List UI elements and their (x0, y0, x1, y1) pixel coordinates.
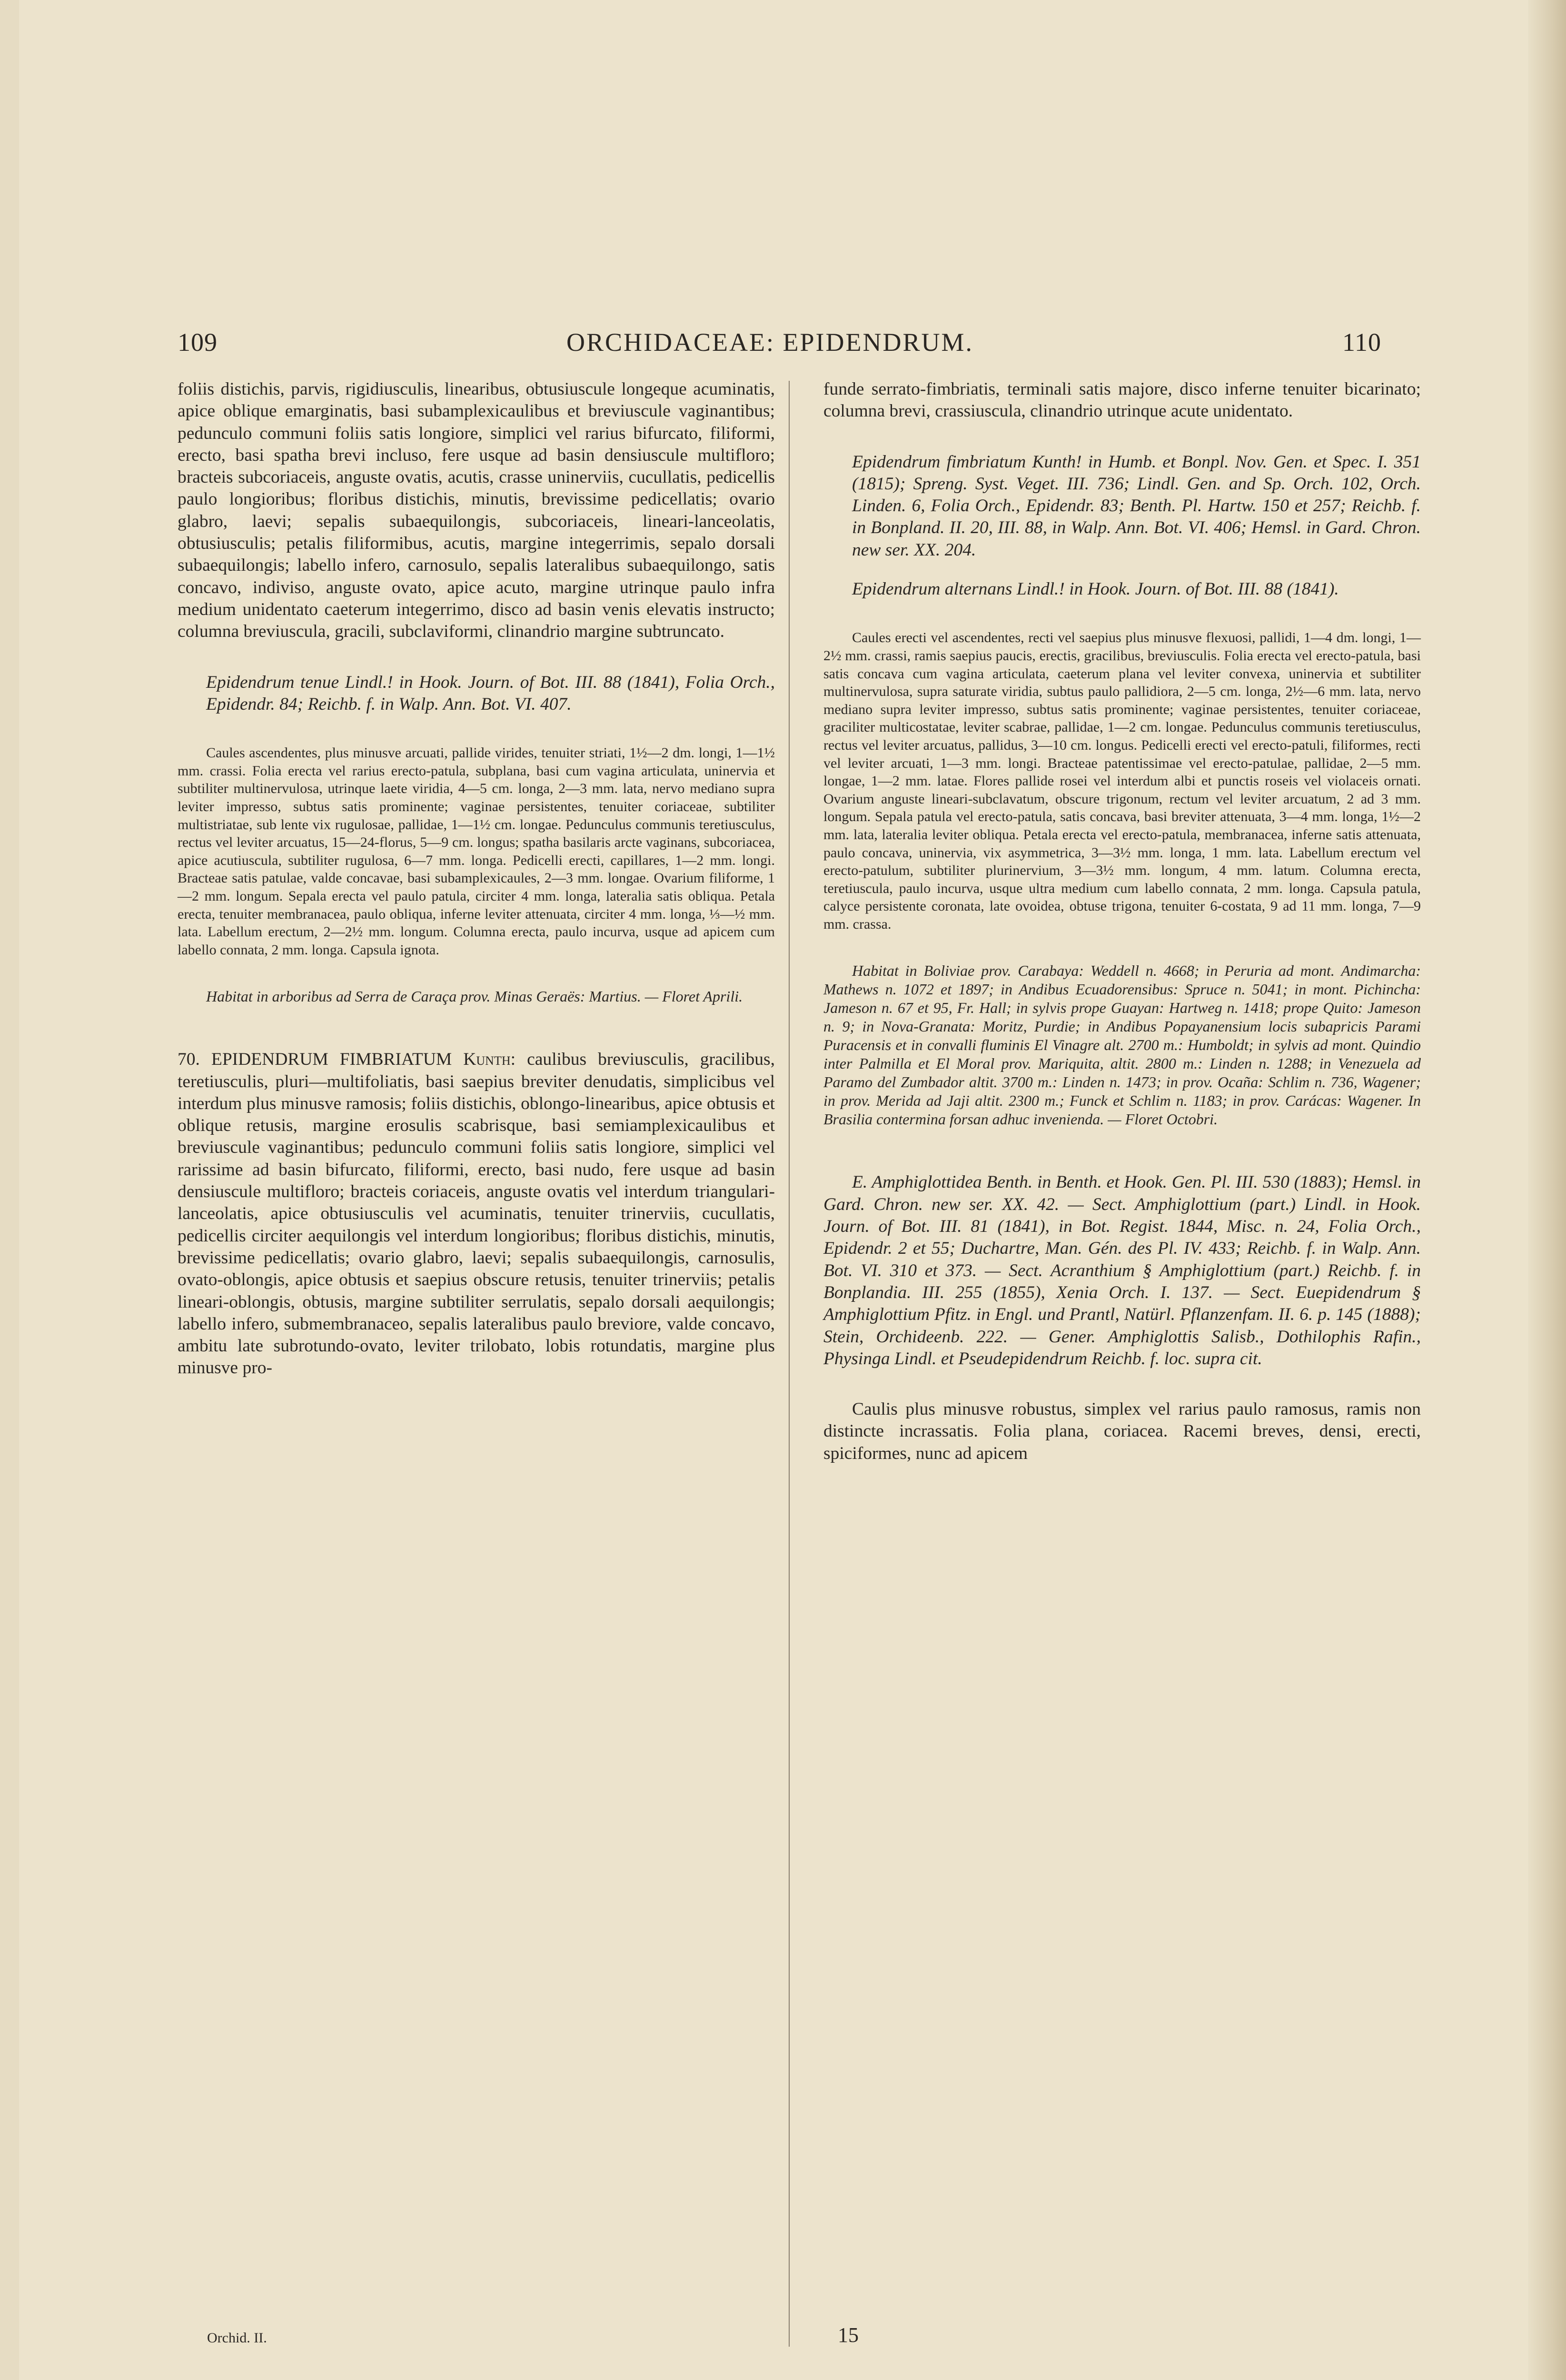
section-synonymy: E. Amphiglottidea Benth. in Benth. et Hook. Gen. Pl. III. 530 (1883); Hemsl. in Gard. Chron. new ser. XX. 42. — Sect. Amphiglottium (part.) Lindl. in Hook. Journ. of Bot. III. 81 (1841), in Bot. Regist. 1844, Misc. n. 24, Folia Orch., Epidendr. 2 et 55; Duchartre, Man. Gén. des Pl. IV. 433; Reichb. f. in Walp. Ann. Bot. VI. 310 et 373. — Sect. Acranthium § Amphiglottium (part.) Reichb. f. in Bonplandia. III. 255 (1855), Xenia Orch. I. 137. — Sect. Euepidendrum § Amphiglottium Pfitz. in Engl. und Prantl, Natürl. Pflanzenfam. II. 6. p. 145 (1888); Stein, Orchideenb. 222. — Gener. Amphiglottis Salisb., Dothilophis Rafin., Physinga Lindl. et Pseudepidendrum Reichb. f. loc. supra cit. (823, 1172, 1421, 1368)
section-description: Caulis plus minusve robustus, simplex vel rarius paulo ramosus, ramis non distincte incrassatis. Folia plana, coriacea. Racemi breves, densi, erecti, spiciformes, nunc ad apicem (823, 1399, 1421, 1463)
habitat-note: Habitat in arboribus ad Serra de Caraça prov. Minas Geraës: Martius. — Floret Aprili. (206, 988, 743, 1005)
running-title: ORCHIDACEAE: EPIDENDRUM. (566, 328, 973, 357)
species-description: caulibus breviusculis, gracilibus, teretiusculis, pluri—multifoliatis, basi saepius breviter denudatis, simplicibus vel interdum plus minusve ramosis; foliis distichis, oblongo-linearibus, apice obtusis et oblique retusis, margine erosulis scabrisque, basi semiamplexicaulibus et breviuscule vaginantibus; pedunculo communi foliis satis longiore, simplici vel rarissime ad basin bifurcato, filiformi, erecto, basi nudo, fere usque ad basin densiuscule multifloro; bracteis coriaceis, anguste ovatis vel interdum triangulari-lanceolatis, apice obtusiusculis vel acuminatis, tenuiter trinerviis, cucullatis, pedicellis circiter aequilongis vel interdum longioribus; floribus distichis, minutis, brevissime pedicellatis; ovario glabro, laevi; sepalis subaequilongis, carnosulis, ovato-oblongis, apice obtusis et saepius obscure retusis, tenuiter trinerviis; petalis lineari-oblongis, obtusis, margine subtiliter serrulatis, sepalo dorsali aequilongis; labello infero, submembranaceo, sepalis lateralibus paulo breviore, valde concavo, ambitu late subrotundo-ovato, leviter trilobato, lobis rotundatis, margine plus minusve pro- (178, 1050, 775, 1378)
detailed-description: Caules ascendentes, plus minusve arcuati, pallide virides, tenuiter striati, 1½—2 dm. longi, 1—1½ mm. crassi. Folia erecta vel rarius erecto-patula, subplana, basi cum vagina articulata, uninervia et subtiliter multinervulosa, utrinque laete viridia, 4—5 cm. longa, 2—3 mm. lata, nervo mediano supra leviter impresso, subtus satis prominente; vaginae persistentes, tenuiter coriaceae, subtiliter multistriatae, sub lente vix rugulosae, pallidae, 1—1½ cm. longae. Pedunculus communis teretiusculus, rectus vel leviter arcuatus, 15—24-florus, 5—9 cm. longus; spatha basilaris arcte vaginans, subcoriacea, apice acutiuscula, subtiliter rugulosa, 6—7 mm. longa. Pedicelli erecti, capillares, 1—2 mm. longi. Bracteae satis patulae, valde concavae, basi subamplexicaules, 2—3 mm. longae. Ovarium filiforme, 1—2 mm. longum. Sepala erecta vel paulo patula, circiter 4 mm. longa, lateralia satis obliqua. Petala erecta, tenuiter membranacea, paulo obliqua, inferne leviter attenuata, circiter 4 mm. longa, ⅓—½ mm. lata. Labellum erectum, 2—2½ mm. longum. Columna erecta, paulo incurva, usque ad apicem cum labello connata, 2 mm. longa. Capsula ignota. (178, 745, 775, 958)
references-fimbriatum: Epidendrum fimbriatum Kunth! in Humb. et Bonpl. Nov. Gen. et Spec. I. 351 (1815); Spreng. Syst. Veget. III. 736; Lindl. Gen. and Sp. Orch. 102, Orch. Linden. 6, Folia Orch., Epidendr. 83; Benth. Pl. Hartw. 150 et 257; Reichb. f. in Bonpland. II. 20, III. 88, in Walp. Ann. Bot. VI. 406; Hemsl. in Gard. Chron. new ser. XX. 204. (852, 452, 1421, 560)
page-fold (1528, 0, 1566, 2380)
left-column (178, 378, 775, 1379)
synonym-references: Epidendrum tenue Lindl.! in Hook. Journ. of Bot. III. 88 (1841), Folia Orch., Epidendr. 84; Reichb. f. in Walp. Ann. Bot. VI. 407. (206, 672, 775, 714)
species-entry (178, 1049, 775, 1379)
species-description-continued: foliis distichis, parvis, rigidiusculis, linearibus, obtusiuscule longeque acuminatis, apice oblique emarginatis, basi subamplexicaulibus et breviuscule vaginantibus; pedunculo communi foliis satis longiore, simplici vel rarius bifurcato, filiformi, erecto, basi spatha brevi incluso, fere usque ad basin densiuscule multifloro; bracteis subcoriaceis, anguste ovatis, acutis, crasse uninerviis, cucullatis, pedicellis paulo longioribus; floribus distichis, minutis, brevissime pedicellatis; ovario glabro, laevi; sepalis subaequilongis, subcoriaceis, lineari-lanceolatis, obtusiusculis; petalis filiformibus, acutis, margine integerrimis, sepalo dorsali subaequilongis; labello infero, carnosulo, sepalis lateralibus subaequilongo, satis concavo, indiviso, anguste ovato, apice acuto, margine utrinque paulo infra medium unidentato caeterum integerrimo, disco ad basin venis elevatis instructo; columna breviuscula, gracili, subclaviformi, clinandrio margine subtruncato. (178, 379, 775, 642)
references-alternans: Epidendrum alternans Lindl.! in Hook. Journ. of Bot. III. 88 (1841). (852, 579, 1339, 599)
description-continuation: funde serrato-fimbriatis, terminali satis majore, disco inferne tenuiter bicarinato; columna brevi, crassiuscula, clinandrio utrinque acute unidentato. (823, 379, 1421, 421)
column-divider (789, 381, 790, 2347)
species-heading: 70. EPIDENDRUM FIMBRIATUM Kunth: (178, 1050, 516, 1070)
signature-number: 15 (838, 2323, 859, 2347)
detailed-description: Caules erecti vel ascendentes, recti vel saepius plus minusve flexuosi, pallidi, 1—4 dm. longi, 1—2½ mm. crassi, ramis saepius paucis, erectis, gracilibus, breviusculis. Folia erecta vel erecto-patula, basi satis concava cum vagina articulata, caeterum plana vel leviter convexa, uninervia et subtiliter multinervulosa, supra saturate viridia, subtus paulo pallidiora, 2—5 cm. longa, 2½—6 mm. lata, nervo mediano supra leviter impresso, subtus satis prominente; vaginae persistentes, tenuiter coriaceae, graciliter multicostatae, leviter scabrae, pallidae, 1—2 cm. longae. Pedunculus communis teretiusculus, rectus vel leviter arcuatus, pallidus, 3—10 cm. longus. Pedicelli erecti vel erecto-patuli, filiformes, recti vel leviter arcuati, 1—3 mm. longi. Bracteae patentissimae vel erecto-patulae, pallidae, 2—5 mm. longae, 1—2 mm. latae. Flores pallide rosei vel interdum albi et punctis roseis vel violaceis ornati. Ovarium anguste lineari-subclavatum, obscure trigonum, rectum vel leviter arcuatum, 2 ad 3 mm. longum. Sepala patula vel erecto-patula, satis concava, basi breviter attenuata, 3—4 mm. longa, 1½—2 mm. lata, lateralia leviter obliqua. Petala erecta vel erecto-patula, membranacea, inferne satis attenuata, paulo concava, uninervia, vix asymmetrica, 3—3½ mm. longa, 1 mm. lata. Labellum erectum vel erecto-patulum, subtiliter plurinervium, 3—3½ mm. longum, 4 mm. latum. Columna erecta, teretiuscula, paulo incurva, usque ultra medium cum labello connata, 2 mm. longa. Capsula patula, calyce persistente coronata, late ovoidea, obtuse trigona, tenuiter 6-costata, 9 ad 11 mm. longa, 7—9 mm. crassa. (823, 630, 1421, 932)
signature-mark: Orchid. II. (207, 2330, 267, 2346)
left-page-number: 109 (178, 328, 218, 357)
right-page-number: 110 (1342, 328, 1381, 357)
habitat-note: Habitat in Boliviae prov. Carabaya: Weddell n. 4668; in Peruria ad mont. Andimarcha: Mathews n. 1072 et 1897; in Andibus Ecuadorensibus: Spruce n. 5041; in mont. Pichincha: Jameson n. 67 et 95, Fr. Hall; in sylvis prope Guayan: Hartweg n. 1418; prope Quito: Jameson n. 9; in Nova-Granata: Moritz, Purdie; in Andibus Popayanensium locis subapricis Parami Puracensis et in convalli fluminis El Vinagre alt. 2700 m.: Humboldt; in sylvis ad mont. Quindio inter Palmilla et El Moral prov. Mariquita, altit. 2800 m.: Linden n. 1288; in Venezuela ad Paramo del Zumbador altit. 3700 m.: Linden n. 1473; in prov. Ocaña: Schlim n. 736, Wagener; in prov. Merida ad Jaji altit. 2300 m.; Funck et Schlim n. 1183; in prov. Carácas: Wagener. In Brasilia contermina forsan adhuc invenienda. — Floret Octobri. (823, 962, 1421, 1128)
right-column (823, 378, 1421, 1465)
